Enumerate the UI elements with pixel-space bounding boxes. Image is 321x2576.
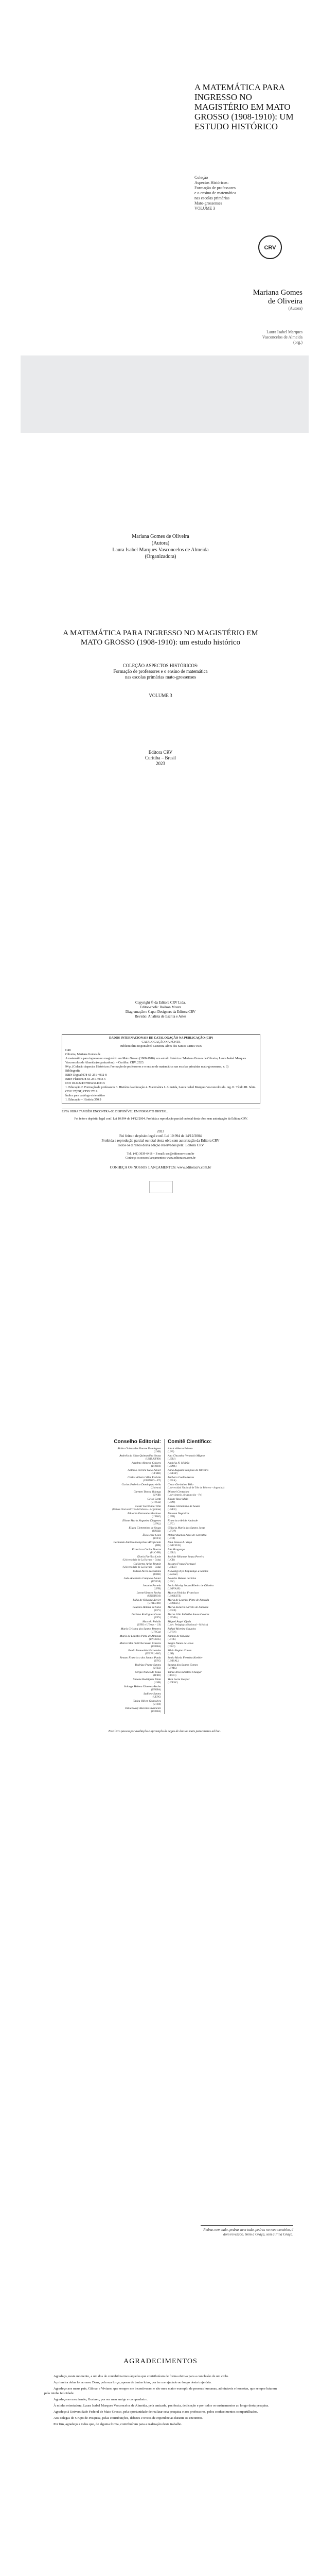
council-member-name: Simone Rodrigues Pinto [133, 1678, 161, 1681]
council-member-name: Aldira Guimarães Duarte Domínguez [117, 1447, 161, 1450]
council-member-name: Sonia Maria Ferreira Koehler [168, 1656, 203, 1659]
acknowledgements-page [0, 2308, 321, 2576]
title-page [0, 461, 321, 924]
cip-record: DADOS INTERNACIONAIS DE CATALOGAÇÃO NA PUBLICAÇÃO (CIP) CATALOGAÇÃO NA FONTE Bibliotecária responsável: Luzenira Alves dos Santos CRB9/1506 O48 Oliveira, Mariana Gomes de A matemática para ingresso no magistério em Mato Grosso (1908-1910): um estudo histórico / Mariana Gomes de Oliveira, Laura Isabel Marques Vasconcelos de Almeida (organizadora). – Curitiba: CRV, 2023. 94 p. (Coleção Aspectos Históricos: Formação de professores e o ensino de matemática nas escolas primárias mato-grossenses, v. 3) Bibliografia ISBN Digital 978-65-251-4932-8 ISBN Físico 978-65-251-4933-5 DOI 10.24824/978652514933.5 1. Educação 2. Formação de professores 3. História da educação 4. Matemática I. Almeida, Laura Isabel Marques Vasconcelos de. org. II. Título III. Série. CDU 37(091) CDD 370.9 Índice para catálogo sistemático 1. Educação – História 370.9 [62, 1034, 260, 1104]
council-member-institution: (UNIVASF) [168, 1588, 181, 1591]
council-member-institution: (UNOESTE) [168, 1595, 182, 1598]
council-member-name: Solange Helena Ximenes-Rocha [123, 1685, 161, 1688]
council-member-institution: (UFOPA) [168, 1617, 178, 1620]
council-member-institution: (UFG) [154, 1660, 161, 1663]
council-member-name: Francisco Carlos Duarte [132, 1548, 161, 1551]
council-member-name: João Adalberto Campato Junior [123, 1577, 161, 1580]
council-member-institution: (UNESP) [151, 1581, 161, 1584]
council-member-name: Maria de Lourdes Pinto de Almeida [119, 1635, 161, 1638]
council-member-name: Anna Augusta Sampaio de Oliveira [168, 1469, 209, 1472]
council-member-name: Maria Lília Imbiriba Sousa Colares [168, 1613, 209, 1616]
council-member-name: Elizeu Clementino de Souza [129, 1527, 161, 1530]
council-member-institution: (UDESC) [168, 1682, 178, 1685]
council-member-name: Gloria Fariñas León [137, 1555, 161, 1558]
council-member-institution: (Universidade de La Havana – Cuba) [122, 1559, 161, 1562]
council-member-institution: (UFRRJ) [151, 1472, 161, 1476]
acknowledgements-body: Agradeço, neste momento, a um dos de contabilizarmos àqueles que contribuíram de forma efetiva para a conclusão de um ciclo. A primeira delas foi ao meu Deus, pela sua força, apesar de tantas lutas, por ter me ajudado ao longo desta trajetória. Agradeço aos meus país, Gilmar e Viviane, que sempre me incentivaram e são meu maior exemplo de pessoas humanas, admiráveis e honestas, que sempre lutaram pela minha felicidade. Agradeço ao meu irmão, Gustavo, por ser meu amigo e companheiro. À minha orientadora, Laura Isabel Marques Vasconcelos de Almeida, pela amizade, paciência, dedicação e por todos os ensinamentos ao longo desta pesquisa. Agradeço à Universidade Federal de Mato Grosso, pela oportunidade de realizar esta pesquisa e aos professores, pelos conhecimentos compartilhados. Aos colegas do Grupo de Pesquisa, pelas contribuições, debates e trocas de experiências durante os encontros. Por fim, agradeço a todos que, de alguma forma, contribuíram para a realização deste trabalho. [44, 2375, 277, 2426]
council-member-name: Sérgio Nunes de Jesus [168, 1642, 193, 1645]
council-member-name: Andréia N. Militão [168, 1462, 190, 1465]
title-page-title: A MATEMÁTICA PARA INGRESSO NO MAGISTÉRIO EM MATO GROSSO (1908-1910): um estudo histórico [63, 629, 258, 647]
council-member-institution: (UFSCar) [151, 1631, 161, 1634]
copyright-publisher-block: 2023 Foi feito o depósito legal conf. Lei 10.994 de 14/12/2004 Proibida a reprodução parcial ou total desta obra sem autorização da Editora CRV Todos os direitos desta edição reservados pela: Editora CRV [101, 1129, 220, 1147]
council-member-name: Renato Francisco dos Santos Paula [119, 1656, 161, 1659]
scientific-committee: Comitê Científico: Altair Alberto Fávero (UPF) Ana Chrystina Venancio Mignot (UERJ) Andréia N. Militão (UEMS) Anna Augusta Sampaio de Oliveira (UNESP) Barbara Coelho Neves (UFBA) Cesar Gerónimo Tello (Universidad Nacional de Três de Febrero – Argentina) Diosnel Centurion (Univ Americ. de Asunción – Py) Eliane Rose Maio (UEM) Elizeu Clementino de Souza (UNEB) Fauston Negreiros (UFPI) Francisco Ari de Andrade (UFC) Gláucia Maria dos Santos Jorge (UFOP) Helder Buenos Aires de Carvalho (UFPI) Ilma Passos A. Veiga (UNICEUB) Inês Bragança (UERJ) José de Ribamar Sousa Pereira (UCB) Jussara Fraga Portugal (UNEB) Kilwangy Kya Kapitango-a-Samba (Unemat) Lourdes Helena da Silva (UFV) Lucia Marisy Souza Ribeiro de Oliveira (UNIVASF) Marcos Vinicius Francisco (UNOESTE) Maria de Lourdes Pinto de Almeida (UNOESC) Maria Eurácia Barreto de Andrade (UFRB) Maria Lília Imbiriba Sousa Colares (UFOPA) Míguel Ángel Ojeda (Univ. Pedagógica Nacional – México) Rafael Moreira Siqueira (UFRN) Ramon de Oliveira (UFPE) Sérgio Nunes de Jesus (IFRO) Silvia Regina Canan (URI) Sonia Maria Ferreira Koehler (UNISAL) Suzana dos Santos Gomes (UFMG) Vânia Alves Martins Chaigar (FURG) Vera Lucia Gaspar (UDESC) [165, 1439, 283, 1714]
council-member-institution: (UNEB) [168, 1509, 176, 1512]
council-member-institution: (UFRJ e UTexas – US) [137, 1624, 161, 1627]
council-member-name: Eduardo Fernandes Barbosa [127, 1512, 161, 1515]
council-member-institution: (UFMG) [168, 1667, 177, 1670]
council-member-name: Ilma Passos A. Veiga [168, 1541, 192, 1544]
council-member-name: Ana Chrystina Venancio Mignot [168, 1454, 205, 1458]
council-member-institution: (UNOESC) [149, 1638, 161, 1641]
cover-authors: Mariana Gomes de Oliveira (Autora) [253, 289, 302, 311]
council-member-name: Míguel Ángel Ojeda [168, 1620, 191, 1623]
copyright-header: Copyright © da Editora CRV Ltda. Editor-chefe: Railson Moura Diagramação e Capa: Designers da Editora CRV Revisão: Analista de Escrita e Artes [125, 1001, 196, 1019]
council-member-name: Silvia Regina Canan [168, 1649, 192, 1652]
council-member-name: Fernando Antônio Gonçalves Alcoforado [113, 1541, 161, 1544]
council-member-institution: (UFOPA) [151, 1465, 161, 1468]
council-member-institution: (UFPE) [168, 1638, 176, 1641]
council-member-name: Barbara Coelho Neves [168, 1476, 194, 1479]
council-member-institution: (UNIR) [153, 1494, 161, 1497]
council-member-name: Maria Cristina dos Santos Bezerra [120, 1628, 161, 1631]
council-member-institution: (UFRB) [168, 1609, 176, 1613]
council-member-name: Fauston Negreiros [168, 1512, 189, 1515]
publisher-logo-icon [149, 1181, 173, 1193]
isbn-row: ESTA OBRA TAMBÉM ENCONTRA-SE DISPONÍVEL EM FORMATO DIGITAL. [62, 1109, 260, 1113]
editorial-council-page [0, 1385, 321, 1847]
epigraph-text: Pedras nem tudo, pedras nem tudo, pedras no meu caminho, é dom revezado. Nem a Graça, sem a Fina Graça. [203, 2228, 293, 2236]
council-member-institution: (UEMS) [168, 1465, 177, 1468]
council-member-institution: (PUC-PR) [150, 1552, 161, 1555]
cover-title: A MATEMÁTICA PARA INGRESSO NO MAGISTÉRIO EM MATO GROSSO (1908-1910): UM ESTUDO HISTÓRICO [194, 82, 294, 131]
title-page-publisher: Editora CRV Curitiba – Brasil 2023 [145, 750, 176, 766]
cover-image-area [21, 355, 309, 433]
council-member-institution: (FURG) [168, 1674, 176, 1677]
council-member-institution: (UERJ) [168, 1458, 176, 1461]
council-member-name: Carlos Federico Dominguez Avila [121, 1483, 161, 1486]
council-member-institution: (Unieuro) [151, 1487, 161, 1490]
council-member-institution: (UNOESC) [168, 1602, 180, 1605]
council-member-institution: (UNIFAL-MG) [145, 1653, 161, 1656]
council-member-name: Sérgio Nunes de Jesus [135, 1671, 161, 1674]
crv-logo-icon [257, 234, 283, 260]
council-member-name: Ramon de Oliveira [168, 1635, 190, 1638]
council-member-name: Rafael Moreira Siqueira [168, 1628, 196, 1631]
council-member-institution: (IPB) [155, 1545, 161, 1548]
council-member-institution: (UNIEURO) [148, 1602, 161, 1605]
council-member-name: Anselmo Alencar Colares [131, 1462, 161, 1465]
copyright-page [0, 923, 321, 1385]
council-member-name: Marcelo Paixão [142, 1620, 161, 1623]
council-member-name: Carmen Tereza Velanga [133, 1490, 161, 1494]
council-member-institution: (UFPI) [168, 1537, 175, 1540]
council-member-name: Cesar Gerónimo Tello [168, 1483, 193, 1486]
council-member-institution: (UFC) [168, 1523, 175, 1526]
council-member-name: Paulo Romualdo Hernandes [128, 1649, 161, 1652]
council-member-institution: (Univ. Pedagógica Nacional – México) [168, 1624, 208, 1627]
council-member-institution: (UNICEUB) [168, 1545, 181, 1548]
council-member-name: Maria Eurácia Barreto de Andrade [168, 1606, 209, 1609]
council-member-name: Gláucia Maria dos Santos Jorge [168, 1527, 205, 1530]
editorial-council-list [49, 1447, 161, 1714]
council-member-institution: (UFSCar) [151, 1501, 161, 1504]
council-member-institution: (UFOP) [168, 1530, 176, 1533]
council-member-institution: (UNEB) [152, 1530, 161, 1533]
council-member-institution: (UFRJ) [153, 1573, 161, 1577]
council-member-institution: (UMINHO – PT) [143, 1480, 161, 1483]
title-page-volume: VOLUME 3 [149, 693, 172, 698]
council-member-institution: (UFRN) [168, 1631, 176, 1634]
council-member-institution: (Universidade de La Havana – Cuba) [122, 1566, 161, 1569]
council-member-name: José de Ribamar Sousa Pereira [168, 1555, 204, 1558]
copyright-contact: Tel.: (41) 3039-6418 – E-mail: sac@editoracrv.com.br Conheça os nossos lançamentos: www.editoracrv.com.br [125, 1153, 196, 1160]
council-member-institution: (Univ Americ. de Asunción – Py) [168, 1494, 202, 1497]
title-page-authors: Mariana Gomes de Oliveira (Autora) Laura Isabel Marques Vasconcelos de Almeida (Organizadora) [112, 534, 209, 560]
council-member-institution: (UPF) [168, 1451, 174, 1454]
council-member-institution: (UCB) [168, 1559, 175, 1562]
council-member-name: Kilwangy Kya Kapitango-a-Samba [168, 1570, 208, 1573]
council-member-name: Francisco Ari de Andrade [168, 1519, 198, 1522]
cover-page [0, 0, 321, 462]
council-member-name: Jailson Alves dos Santos [132, 1570, 161, 1573]
council-member-institution: (Universidad Nacional de Três de Febrero – Argentina) [168, 1487, 225, 1490]
council-member-institution: (UEM) [168, 1501, 175, 1504]
council-member-institution: (UFMG) [152, 1516, 161, 1519]
council-member-name: Vera Lucia Gaspar [168, 1678, 190, 1681]
council-member-institution: (UFES) [153, 1667, 161, 1670]
council-footer: Este livro passou por avaliação e aprovação às cegas de dois ou mais pareceristas ad hoc. [108, 1730, 221, 1733]
acknowledgements-title: AGRADECIMENTOS [123, 2358, 198, 2365]
cover-organizer: Laura Isabel Marques Vasconcelos de Almeida (org.) [262, 330, 302, 345]
council-member-name: Celso Conti [147, 1498, 161, 1501]
cover-collection: Coleção Aspectos Históricos: Formação de professores e o ensino de matemática nas escolas primárias Mato-grossenses VOLUME 3 [194, 175, 236, 211]
council-member-name: Josania Portela [142, 1584, 161, 1587]
council-member-institution: (UFPA) [153, 1703, 161, 1706]
council-member-name: Luciano Rodrigues Costa [131, 1613, 161, 1616]
council-member-institution: (UFPI) [168, 1516, 175, 1519]
council-member-name: Helder Buenos Aires de Carvalho [168, 1534, 207, 1537]
council-member-name: Inês Bragança [168, 1548, 185, 1551]
council-member-institution: (UFOPA) [151, 1710, 161, 1714]
council-member-name: Lídia de Oliveira Xavier [133, 1599, 161, 1602]
epigraph-rule [201, 2225, 293, 2226]
editorial-council: Conselho Editorial: Aldira Guimarães Duarte Domínguez (UNB) Andréia da Silva Quintanilha Sousa (UNIR/UFRN) Anselmo Alencar Colares (UFOPA) Antônio Pereira Gaio Júnior (UFRRJ) Carlos Alberto Vilar Estêvão (UMINHO – PT) Carlos Federico Dominguez Avila (Unieuro) Carmen Tereza Velanga (UNIR) Celso Conti (UFSCar) Cesar Gerónimo Tello (Univer. Nacional Três de Febrero – Argentina) Eduardo Fernandes Barbosa (UFMG) Elione Maria Nogueira Diogenes (UFAL) Elizeu Clementino de Souza (UNEB) Élsio José Corá (UFFS) Fernando Antônio Gonçalves Alcoforado (IPB) Francisco Carlos Duarte (PUC-PR) Gloria Fariñas León (Universidade de La Havana – Cuba) Guillermo Arias Beatón (Universidade de La Havana – Cuba) Jailson Alves dos Santos (UFRJ) João Adalberto Campato Junior (UNESP) Josania Portela (UFPI) Leonel Severo Rocha (UNISINOS) Lídia de Oliveira Xavier (UNIEURO) Lourdes Helena da Silva (UFV) Luciano Rodrigues Costa (UFV) Marcelo Paixão (UFRJ e UTexas – US) Maria Cristina dos Santos Bezerra (UFSCar) Maria de Lourdes Pinto de Almeida (UNOESC) Maria Lília Imbiriba Sousa Colares (UFOPA) Paulo Romualdo Hernandes (UNIFAL-MG) Renato Francisco dos Santos Paula (UFG) Rodrigo Pratte-Santos (UFES) Sérgio Nunes de Jesus (IFRO) Simone Rodrigues Pinto (UNB) Solange Helena Ximenes-Rocha (UFOPA) Sydione Santos (UEPG) Tadeu Oliver Gonçalves (UFPA) Tania Suely Azevedo Brasileiro (UFOPA) [46, 1439, 165, 1714]
council-member-name: Cesar Gerónimo Tello [135, 1505, 161, 1508]
council-member-name: Suzana dos Santos Gomes [168, 1664, 198, 1667]
council-member-name: Andréia da Silva Quintanilha Sousa [119, 1454, 161, 1458]
council-member-institution: (UNISAL) [168, 1660, 179, 1663]
council-member-name: Eliane Rose Maio [168, 1498, 189, 1501]
council-member-name: Élsio José Corá [142, 1534, 161, 1537]
council-member-institution: (UFAL) [152, 1523, 161, 1526]
council-member-name: Elione Maria Nogueira Diogenes [122, 1519, 161, 1522]
council-member-name: Altair Alberto Fávero [168, 1447, 193, 1450]
council-member-name: Tania Suely Azevedo Brasileiro [125, 1707, 161, 1710]
council-member-name: Marcos Vinicius Francisco [168, 1591, 199, 1595]
council-member-institution: (Unemat) [168, 1573, 178, 1577]
council-member-name: Lourdes Helena da Silva [132, 1606, 161, 1609]
copyright-site: CONHEÇA OS NOSSOS LANÇAMENTOS: www.editoracrv.com.br [110, 1165, 211, 1170]
council-member-institution: (UNIR/UFRN) [145, 1458, 161, 1461]
council-member-name: Carlos Alberto Vilar Estêvão [128, 1476, 161, 1479]
council-member-name: Vânia Alves Martins Chaigar [168, 1671, 202, 1674]
council-member-institution: (UFV) [154, 1617, 161, 1620]
council-member-institution: (UNB) [154, 1682, 161, 1685]
council-member-institution: (UFFS) [153, 1537, 161, 1540]
council-member-institution: (UERJ) [168, 1552, 176, 1555]
council-member-name: Jussara Fraga Portugal [168, 1563, 196, 1566]
council-member-institution: (URI) [168, 1653, 174, 1656]
council-member-institution: (UNB) [154, 1451, 161, 1454]
council-member-name: Lucia Marisy Souza Ribeiro de Oliveira [168, 1584, 214, 1587]
council-member-institution: (IFRO) [168, 1646, 175, 1649]
council-member-institution: (UNEB) [168, 1566, 176, 1569]
council-member-name: Antônio Pereira Gaio Júnior [128, 1469, 161, 1472]
council-member-name: Sydione Santos [143, 1692, 161, 1696]
council-member-institution: (UFV) [154, 1609, 161, 1613]
council-columns [46, 1439, 283, 1714]
scientific-committee-list [168, 1447, 280, 1685]
council-member-institution: (UFPI) [153, 1588, 161, 1591]
council-member-institution: (UNESP) [168, 1472, 178, 1476]
title-page-collection: COLEÇÃO ASPECTOS HISTÓRICOS: Formação de professores e o ensino de matemática nas escolas primárias mato-grossenses [113, 663, 208, 680]
council-member-name: Lourdes Helena da Silva [168, 1577, 197, 1580]
council-member-name: Tadeu Oliver Gonçalves [133, 1700, 161, 1703]
council-member-institution: (UFV) [168, 1581, 175, 1584]
council-member-name: Leonel Severo Rocha [136, 1591, 161, 1595]
council-member-institution: (IFRO) [153, 1674, 161, 1677]
council-member-institution: (UFOPA) [151, 1646, 161, 1649]
council-member-name: Elizeu Clementino de Souza [168, 1505, 200, 1508]
council-member-institution: (UFBA) [168, 1480, 176, 1483]
council-member-institution: (UFOPA) [151, 1689, 161, 1692]
council-member-name: Maria Lília Imbiriba Sousa Colares [119, 1642, 161, 1645]
council-member-name: Diosnel Centurion [168, 1490, 189, 1494]
council-member-name: Guillermo Arias Beatón [133, 1563, 161, 1566]
council-member-institution: (UNISINOS) [147, 1595, 161, 1598]
council-member-institution: (Univer. Nacional Três de Febrero – Argentina) [112, 1509, 161, 1512]
epigraph-page [0, 1846, 321, 2309]
council-member-name: Maria de Lourdes Pinto de Almeida [168, 1599, 209, 1602]
council-member-institution: (UEPG) [152, 1696, 161, 1699]
svg-text:CRV: CRV [264, 245, 276, 251]
copyright-permission: Foi feito o depósito legal conf. Lei 10.994 de 14/12/2004. Proibida a reprodução parcial ou total desta obra sem autorização da Editora CRV. [74, 1117, 248, 1121]
council-member-name: Rodrigo Pratte-Santos [135, 1664, 161, 1667]
